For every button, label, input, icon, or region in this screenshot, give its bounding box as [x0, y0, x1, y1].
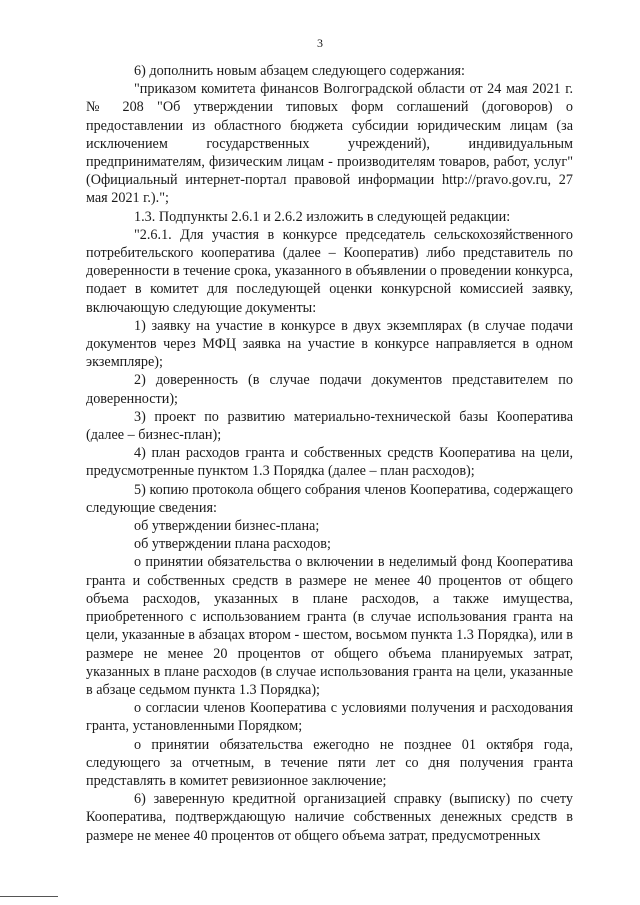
paragraph-item-4: 4) план расходов гранта и собственных средств Кооператива на цели, предусмотренные пунктом 1.3 Порядка (далее – план расходов);: [86, 445, 573, 480]
footer-rule: [0, 896, 58, 897]
paragraph-business-plan: об утверждении бизнес-плана;: [134, 518, 320, 535]
document-body: [86, 62, 573, 845]
paragraph-clause-1-3: 1.3. Подпункты 2.6.1 и 2.6.2 изложить в следующей редакции:: [134, 208, 511, 225]
paragraph-quoted-order: "приказом комитета финансов Волгоградской области от 24 мая 2021 г. № 208 "Об утверждении типовых форм соглашений (договоров) о предоставлении из областного бюджета субсидии юридическим лицам (за исключением государственных учреждений), индивидуальным предпринимателям, физическим лицам - производителям товаров, работ, услуг" (Официальный интернет-портал правовой информации http://pravo.gov.ru, 27 мая 2021 г.).";: [86, 81, 573, 207]
paragraph-item-6-bank-statement: 6) заверенную кредитной организацией справку (выписку) по счету Кооператива, подтверждающую наличие собственных денежных средств в размере не менее 40 процентов от общего объема затрат, предусмотренных: [86, 791, 573, 844]
paragraph-audit-report: о принятии обязательства ежегодно не позднее 01 октября года, следующего за отчетным, в течение пяти лет со дня получения гранта представлять в комитет ревизионное заключение;: [86, 736, 573, 789]
paragraph-item-1: 1) заявку на участие в конкурсе в двух экземплярах (в случае подачи документов через МФЦ заявка на участие в конкурсе направляется в одном экземпляре);: [86, 317, 573, 371]
paragraph-clause-2-6-1: "2.6.1. Для участия в конкурсе председатель сельскохозяйственного потребительского кооператива (далее – Кооператив) либо представитель по доверенности в течение срока, указанного в объявлении о проведении конкурса, подает в комитет для последующей оценки конкурсной комиссией заявку, включающую следующие документы:: [86, 226, 573, 316]
paragraph-members-consent: о согласии членов Кооператива с условиями получения и расходования гранта, установленными Порядком;: [86, 700, 573, 735]
paragraph-indivisible-fund: о принятии обязательства о включении в неделимый фонд Кооператива гранта и собственных средств в размере не менее 40 процентов от общего объема расходов, указанных в плане расходов, а также имущества, приобретенного с использованием гранта (в случае использования гранта на цели, указанные в абзацах втором - шестом, восьмом пункта 1.3 Порядка), или в размере не менее 20 процентов от общего объема планируемых затрат, указанных в плане расходов (в случае использования гранта на цели, указанные в абзаце седьмом пункта 1.3 Порядка);: [86, 554, 573, 698]
paragraph-item-6-intro: 6) дополнить новым абзацем следующего содержания:: [134, 63, 466, 79]
paragraph-item-3: 3) проект по развитию материально-технической базы Кооператива (далее – бизнес-план);: [86, 408, 573, 444]
paragraph-expense-plan: об утверждении плана расходов;: [134, 536, 331, 553]
paragraph-item-2: 2) доверенность (в случае подачи документов представителем по доверенности);: [86, 372, 573, 407]
paragraph-item-5: 5) копию протокола общего собрания членов Кооператива, содержащего следующие сведения:: [86, 481, 573, 516]
page-number: 3: [317, 36, 323, 50]
